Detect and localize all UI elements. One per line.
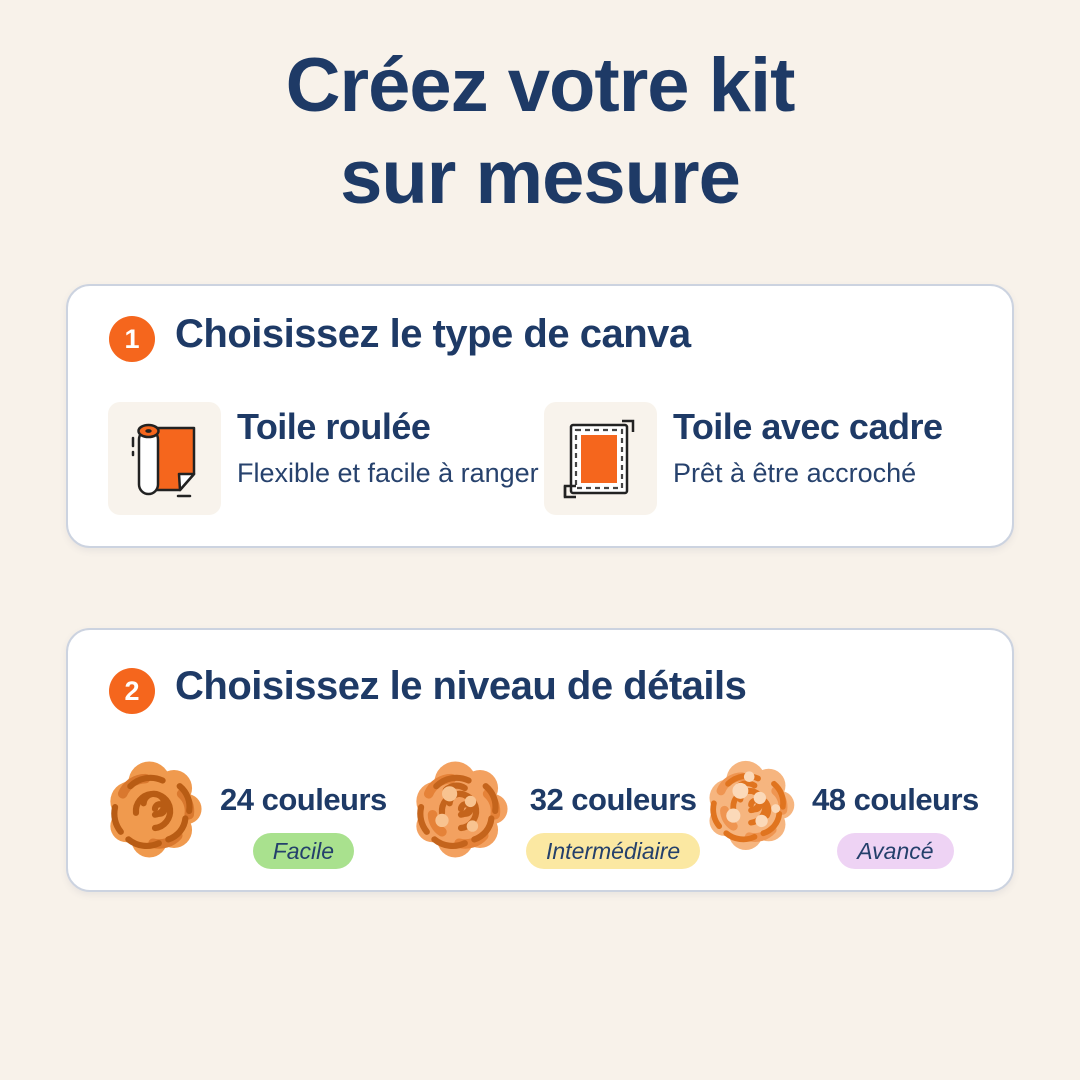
step1-number-badge: 1: [109, 316, 155, 362]
level-facile-badge: Facile: [253, 833, 354, 869]
level-intermediaire-colors-label: 32 couleurs: [529, 782, 697, 817]
rolled-canvas-icon-tile: [108, 402, 221, 515]
option-toile-roulee-title: Toile roulée: [237, 406, 431, 447]
level-avance-badge: Avancé: [837, 833, 953, 869]
step2-card: [66, 628, 1014, 892]
option-toile-avec-cadre-subtitle: Prêt à être accroché: [673, 458, 917, 488]
page-title: [0, 0, 1080, 224]
step2-title: Choisissez le niveau de détails: [175, 664, 747, 708]
rose-medium-image: [404, 752, 518, 866]
step1-title: Choisissez le type de canva: [175, 312, 691, 356]
level-avance-colors-label: 48 couleurs: [812, 782, 979, 817]
step2-number-badge: 2: [109, 668, 155, 714]
framed-canvas-icon: [556, 414, 646, 504]
option-toile-avec-cadre-title: Toile avec cadre: [673, 406, 943, 447]
rose-simple-image: [98, 752, 212, 866]
option-toile-roulee-subtitle: Flexible et facile à ranger: [237, 458, 539, 488]
page-title-line2: sur mesure: [340, 135, 740, 220]
level-facile[interactable]: [98, 752, 387, 869]
level-facile-colors-label: 24 couleurs: [220, 782, 387, 817]
level-intermediaire-badge: Intermédiaire: [526, 833, 700, 869]
page-title-line1: Créez votre kit: [285, 43, 795, 128]
framed-canvas-icon-tile: [544, 402, 657, 515]
rolled-canvas-icon: [120, 414, 210, 504]
level-avance[interactable]: [698, 752, 979, 869]
level-intermediaire[interactable]: [404, 752, 700, 869]
step1-card: [66, 284, 1014, 548]
rose-detailed-image: [698, 752, 804, 858]
